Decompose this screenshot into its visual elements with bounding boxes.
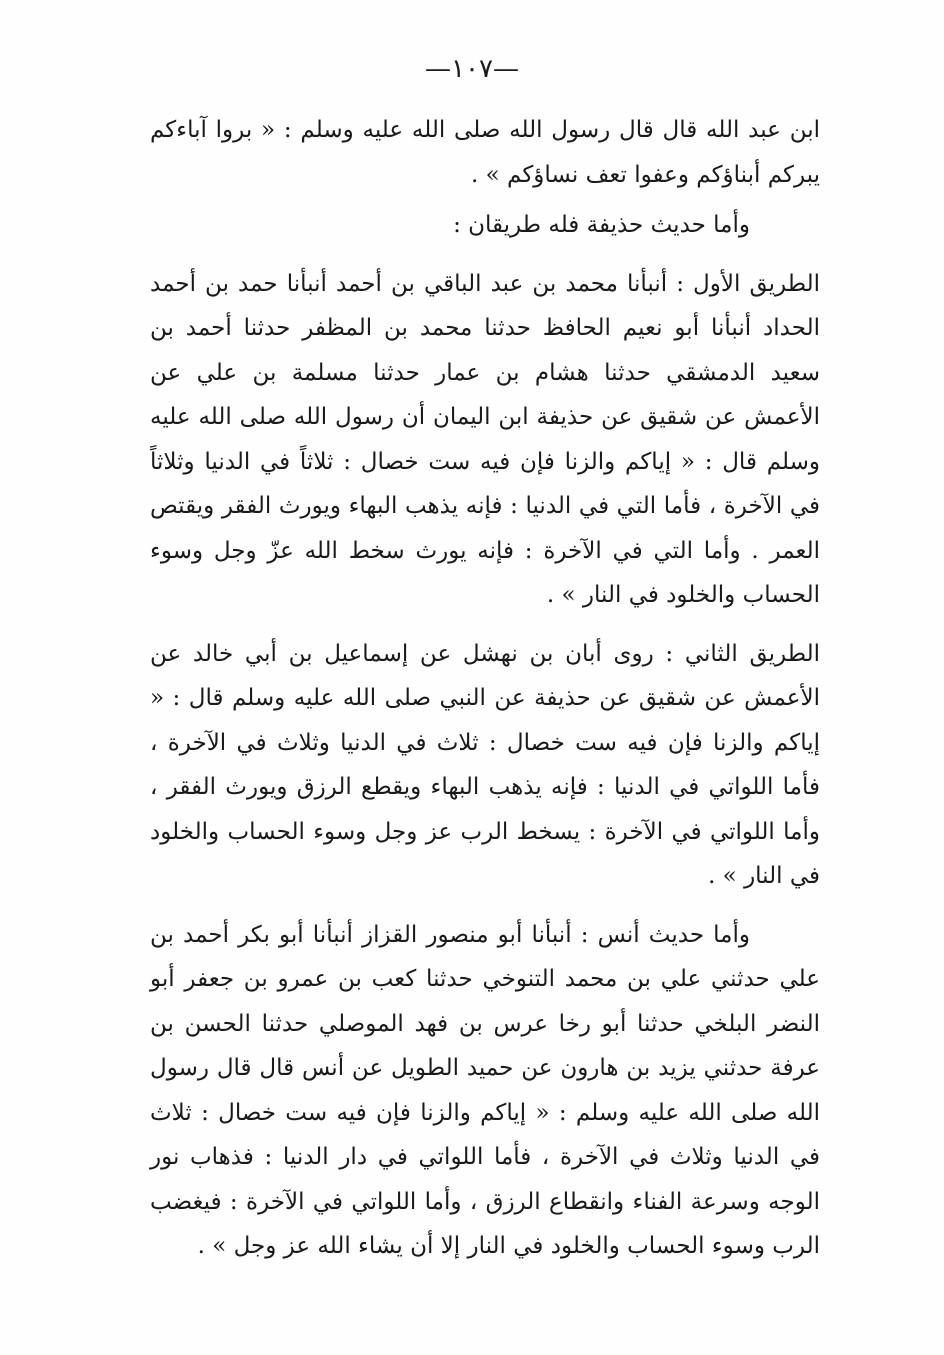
paragraph-second-route: الطريق الثاني : روى أبان بن نهشل عن إسماعيل بن أبي خالد عن الأعمش عن شقيق عن حذيفة عن النبي صلى الله عليه وسلم قال : « إياكم والزنا فإن فيه ست خصال : ثلاث في الدنيا وثلاث في الآخرة ، فأما اللواتي في الدنيا : فإنه يذهب البهاء ويقطع الرزق ويورث الفقر ، وأما اللواتي في الآخرة : يسخط الرب عز وجل وسوء الحساب والخلود في النار » . [150, 640, 820, 889]
paragraph-hudhayfa-intro: وأما حديث حذيفة فله طريقان : [453, 212, 750, 238]
paragraph-anas-hadith: وأما حديث أنس : أنبأنا أبو منصور القزاز أنبأنا أبو بكر أحمد بن علي حدثني علي بن محمد التنوخي حدثنا كعب بن عمرو بن جعفر أبو النضر البلخي حدثنا أبو رخا عرس بن فهد الموصلي حدثنا الحسن بن عرفة حدثني يزيد بن هارون عن حميد الطويل عن أنس قال قال رسول الله صلى الله عليه وسلم : « إياكم والزنا فإن فيه ست خصال : ثلاث في الدنيا وثلاث في الآخرة ، فأما اللواتي في دار الدنيا : فذهاب نور الوجه وسرعة الفناء وانقطاع الرزق ، وأما اللواتي في الآخرة : فيغضب الرب وسوء الحساب والخلود في النار إلا أن يشاء الله عز وجل » . [150, 921, 820, 1259]
paragraph-continuation: ابن عبد الله قال قال رسول الله صلى الله عليه وسلم : « بروا آباءكم يبركم أبناؤكم وعفوا تعف نساؤكم » . [150, 117, 820, 188]
paragraph-first-route: الطريق الأول : أنبأنا محمد بن عبد الباقي بن أحمد أنبأنا حمد بن أحمد الحداد أنبأنا أبو نعيم الحافظ حدثنا محمد بن المظفر حدثنا أحمد بن سعيد الدمشقي حدثنا هشام بن عمار حدثنا مسلمة بن علي عن الأعمش عن شقيق عن حذيفة ابن اليمان أن رسول الله صلى الله عليه وسلم قال : « إياكم والزنا فإن فيه ست خصال : ثلاثاً في الدنيا وثلاثاً في الآخرة ، فأما التي في الدنيا : فإنه يذهب البهاء ويورث الفقر ويقتص العمر . وأما التي في الآخرة : فإنه يورث سخط الله عزّ وجل وسوء الحساب والخلود في النار » . [150, 270, 820, 608]
body-text [150, 108, 820, 1283]
page-number: —١٠٧— [425, 54, 519, 84]
